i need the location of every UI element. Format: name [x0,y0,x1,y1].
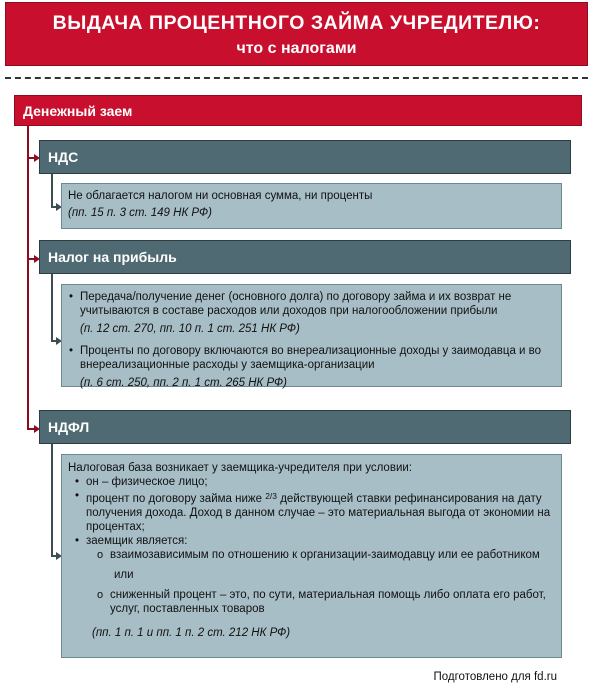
ndfl-or: или [114,569,134,581]
ndfl-b1: он – физическое лицо; [86,476,208,488]
ndfl-s2: сниженный процент – это, по сути, материальная помощь либо оплата его работ, услуг, поставленных товаров [110,589,546,615]
ndfl-intro: Налоговая база возникает у заемщика-учредителя при условии: [68,462,412,474]
ndfl-s1: взаимозависимым по отношению к организации-заимодавцу или ее работником [110,549,540,561]
profit-item1-text: • Передача/получение денег (основного долга) по договору займа и их возврат не учитываются в составе расходов или доходов при налогообложении прибыли [80,291,512,317]
ndfl-b2-post: действующей ставки рефинансирования на дату получения дохода. Доход в данном случае – это материальная выгода от экономии на процентах; [86,493,551,533]
section-vat-label: НДС [48,149,79,165]
dashed-divider [5,77,588,79]
list-item [74,534,555,548]
root-node [14,95,582,126]
profit-item2-ref: (п. 6 ст. 250, пп. 2 п. 1 ст. 265 НК РФ) [80,377,288,389]
page-title: ВЫДАЧА ПРОЦЕНТНОГО ЗАЙМА УЧРЕДИТЕЛЮ: [52,12,541,34]
title-banner [5,2,588,66]
vat-detail-box [61,183,562,229]
root-node-label: Денежный заем [23,102,133,119]
vat-text: Не облагается налогом ни основная сумма, ни проценты [68,190,373,202]
vat-connector [51,174,53,208]
sub-list-item [96,588,555,616]
section-profit [39,240,571,274]
section-profit-label: Налог на прибыль [48,249,177,265]
ndfl-connector [51,444,53,557]
section-ndfl-label: НДФЛ [48,419,90,435]
list-item [68,290,555,336]
profit-detail-box [61,284,562,387]
profit-item2-text: • Проценты по договору включаются во внереализационные доходы у заимодавца и во внереализационные расходы у заемщика-организации [80,345,542,371]
footer-credit: Подготовлено для fd.ru [433,671,557,683]
ndfl-b3: заемщик является: [86,535,188,547]
vat-ref: (пп. 15 п. 3 ст. 149 НК РФ) [68,207,212,219]
ndfl-b2-fraction: 2/3 [265,491,278,501]
sub-list-item [96,548,555,562]
list-item [68,344,555,390]
ndfl-detail-box [61,454,562,658]
section-vat [39,140,571,174]
profit-connector [51,274,53,342]
section-ndfl [39,410,571,444]
page-subtitle: что с налогами [236,40,357,57]
list-item [74,475,555,489]
list-item [74,489,555,534]
profit-item1-ref: (п. 12 ст. 270, пп. 10 п. 1 ст. 251 НК РФ) [80,323,300,335]
ndfl-b2-pre: процент по договору займа ниже [86,493,266,505]
root-connector [27,126,29,430]
ndfl-ref: (пп. 1 п. 1 и пп. 1 п. 2 ст. 212 НК РФ) [92,627,291,639]
